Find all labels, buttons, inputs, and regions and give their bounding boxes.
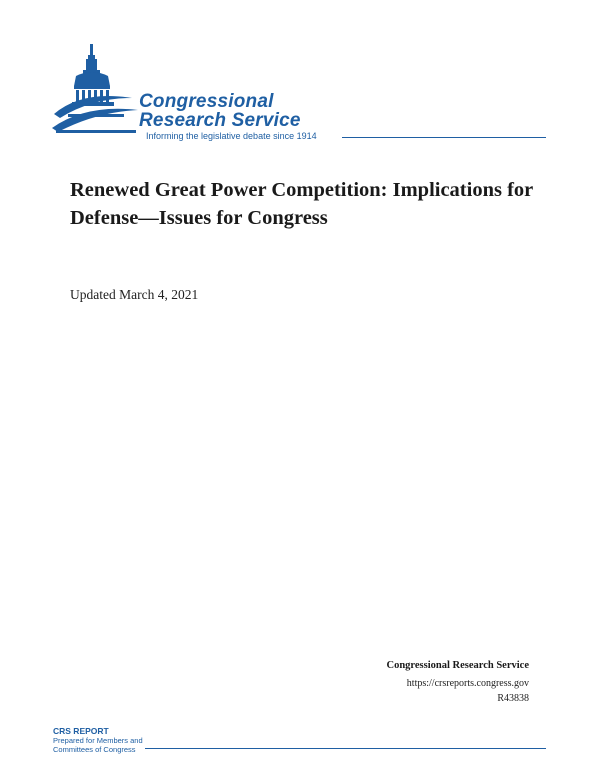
footer-organization: Congressional Research Service bbox=[386, 660, 529, 671]
crs-logo bbox=[52, 42, 552, 152]
footer-divider bbox=[145, 748, 546, 749]
logo-line-congressional: Congressional bbox=[139, 91, 274, 112]
report-id: R43838 bbox=[497, 693, 529, 704]
footer-url-link[interactable]: https://crsreports.congress.gov bbox=[406, 678, 529, 689]
logo-line-research-service: Research Service bbox=[139, 110, 301, 131]
crs-report-subtitle-line2: Committees of Congress bbox=[53, 745, 136, 754]
report-title: Renewed Great Power Competition: Implications for Defense—Issues for Congress bbox=[70, 179, 533, 229]
logo-divider bbox=[342, 137, 546, 138]
crs-report-label: CRS REPORT bbox=[53, 726, 109, 736]
logo-tagline: Informing the legislative debate since 1914 bbox=[146, 131, 317, 141]
crs-report-subtitle bbox=[53, 736, 143, 754]
crs-report-subtitle-line1: Prepared for Members and bbox=[53, 736, 143, 745]
capitol-dome-icon bbox=[52, 42, 142, 142]
report-updated-date: Updated March 4, 2021 bbox=[70, 287, 199, 302]
